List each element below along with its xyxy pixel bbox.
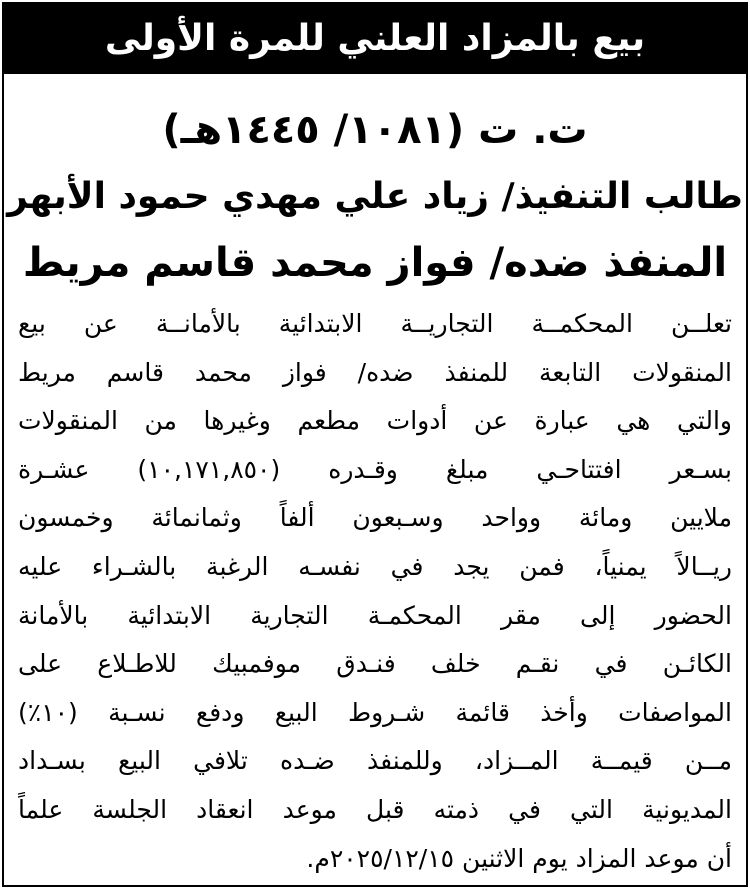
body-line: الكائـن في نقـم خلف فنـدق موفمبيك للاطـلاع على bbox=[18, 649, 732, 679]
body-line: المنقولات التابعة للمنفذ ضده/ فواز محمد قاسم مريط bbox=[18, 357, 732, 387]
body-line: ريــالاً يمنياً، فمن يجد في نفسـه الرغبة بالشـراء عليه bbox=[18, 551, 732, 581]
body-line: مــن قيمــة المــزاد، وللمنفذ ضـده تلافي البيع بسـداد bbox=[18, 746, 732, 776]
body-line: والتي هي عبارة عن أدوات مطعم وغيرها من المنقولات bbox=[18, 406, 732, 436]
notice-headlines bbox=[4, 74, 746, 296]
defendant-line: المنفذ ضده/ فواز محمد قاسم مريط bbox=[22, 240, 728, 286]
notice-body bbox=[4, 300, 746, 883]
body-line: أن موعد المزاد يوم الاثنين ٢٠٢٥/١٢/١٥م. bbox=[306, 843, 732, 873]
notice-title: بيع بالمزاد العلني للمرة الأولى bbox=[4, 4, 746, 74]
body-line: تعلــن المحكمــة التجاريــة الابتدائية بالأمانــة عن بيع bbox=[18, 309, 732, 338]
case-number: ت. ت (١٠٨١/ ١٤٤٥هـ) bbox=[162, 107, 588, 153]
auction-notice bbox=[2, 2, 748, 887]
body-line: ملايين ومائة وواحد وسـبعون ألفاً وثمانمائة وخمسون bbox=[18, 503, 732, 533]
claimant-line: طالب التنفيذ/ زياد علي مهدي حمود الأبهر bbox=[7, 176, 743, 217]
body-line: المواصفات وأخذ قائمة شـروط البيع ودفع نسـبة (١٠٪) bbox=[18, 697, 732, 727]
body-line: الحضور إلى مقر المحكمـة التجارية الابتدائية بالأمانة bbox=[18, 600, 732, 630]
body-line: بسـعر افتتاحـي مبلغ وقـدره (١٠,١٧١,٨٥٠) عشـرة bbox=[18, 454, 732, 484]
body-line: المديونية التي في ذمته قبل موعد انعقاد الجلسة علماً bbox=[18, 794, 732, 824]
